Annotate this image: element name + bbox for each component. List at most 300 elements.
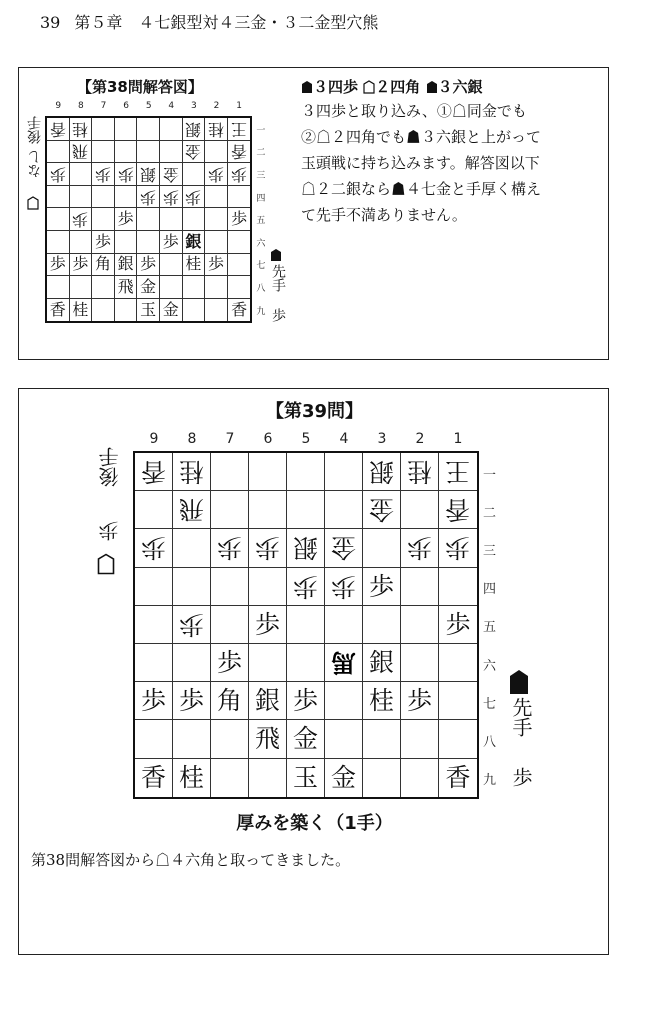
board-square [115, 208, 138, 231]
file-label: 3 [377, 431, 387, 447]
file-label: 8 [187, 431, 197, 447]
gote-piece: 銀 [368, 457, 394, 487]
sente-piece: 玉 [292, 763, 318, 793]
board-square [205, 299, 228, 322]
page-header [40, 10, 378, 33]
board-square [160, 231, 183, 254]
sente-hand [507, 697, 536, 787]
board-square [160, 186, 183, 209]
sente-piece: 歩 [207, 254, 224, 274]
board-square [325, 529, 363, 567]
board-square [287, 644, 325, 682]
board-square [228, 208, 251, 231]
gote-piece: 歩 [140, 533, 166, 563]
page-number: 39 [40, 13, 61, 32]
board-square [92, 231, 115, 254]
rank-label: 六 [483, 658, 497, 674]
sente-piece: 角 [94, 254, 111, 274]
gote-piece: 歩 [117, 164, 134, 184]
rank-label: 七 [256, 261, 266, 272]
board-square [363, 759, 401, 797]
rank-label: 四 [483, 582, 497, 598]
board-square [439, 682, 477, 720]
gote-piece: 歩 [185, 187, 202, 207]
board-square [228, 163, 251, 186]
board-square [211, 491, 249, 529]
sente-piece: 飛 [254, 724, 280, 754]
board-square [135, 529, 173, 567]
file-label: 8 [78, 101, 84, 111]
gote-piece: 歩 [72, 210, 89, 230]
board-square [325, 759, 363, 797]
board-square [211, 606, 249, 644]
sente-piece: 香 [231, 300, 248, 320]
gote-icon [27, 196, 39, 210]
board-square [401, 529, 439, 567]
board-square [137, 231, 160, 254]
commentary-line: ３四歩と取り込み、①☖同金でも [301, 102, 527, 120]
board-square [363, 720, 401, 758]
board-square [160, 254, 183, 277]
board-square [160, 276, 183, 299]
file-label: 2 [213, 101, 220, 111]
file-label: 5 [301, 431, 311, 447]
board-square [205, 276, 228, 299]
gote-piece: 金 [185, 142, 202, 162]
board-square [287, 568, 325, 606]
board-square [70, 231, 93, 254]
board-square [137, 208, 160, 231]
board-square [47, 118, 70, 141]
board-square [173, 606, 211, 644]
board-square [211, 453, 249, 491]
board-square [70, 163, 93, 186]
board-square [287, 453, 325, 491]
board-square [363, 529, 401, 567]
gote-piece: 金 [330, 533, 356, 563]
board-square [135, 644, 173, 682]
rank-label: 一 [256, 125, 266, 136]
board-square [183, 118, 206, 141]
board-square [92, 118, 115, 141]
board-square [249, 453, 287, 491]
board-square [205, 118, 228, 141]
problem-box [18, 388, 609, 955]
gote-piece: 王 [445, 457, 471, 487]
sente-piece: 歩 [445, 609, 471, 639]
sente-piece: 角 [216, 686, 242, 716]
gote-piece: 金 [368, 495, 394, 525]
file-label: 7 [225, 431, 235, 447]
board-square [205, 208, 228, 231]
board-square [47, 208, 70, 231]
commentary-line: 玉頭戦に持ち込みます。解答図以下 [301, 154, 540, 172]
sente-hand-pieces: 歩 [509, 767, 533, 787]
board-square [363, 568, 401, 606]
board-square [228, 254, 251, 277]
board-square [137, 186, 160, 209]
gote-hand-label: 後手 [98, 447, 122, 487]
board-square [137, 299, 160, 322]
answer-moves [301, 76, 483, 97]
gote-piece: 飛 [178, 495, 204, 525]
gote-piece: 馬 [330, 648, 356, 678]
board-square [92, 186, 115, 209]
board-square [325, 568, 363, 606]
board-square [401, 491, 439, 529]
gote-piece: 銀 [140, 164, 157, 184]
board-square [205, 141, 228, 164]
sente-piece: 香 [49, 300, 66, 320]
board-square [137, 276, 160, 299]
gote-piece: 歩 [162, 187, 179, 207]
board-square [287, 720, 325, 758]
board-square [135, 759, 173, 797]
board-square [287, 529, 325, 567]
board-square [160, 118, 183, 141]
board-square [70, 299, 93, 322]
rank-label: 五 [256, 216, 266, 227]
gote-icon [97, 553, 115, 575]
board-square [183, 276, 206, 299]
file-label: 4 [339, 431, 349, 447]
sente-icon [509, 669, 529, 695]
board-square [287, 759, 325, 797]
answer-board [45, 116, 252, 323]
board-square [70, 208, 93, 231]
board-square [401, 682, 439, 720]
board-square [47, 186, 70, 209]
board-square [115, 276, 138, 299]
board-square [137, 141, 160, 164]
sente-piece: 歩 [140, 254, 157, 274]
board-square [211, 682, 249, 720]
gote-piece: 王 [231, 119, 248, 139]
gote-piece: 歩 [254, 533, 280, 563]
rank-label: 三 [483, 544, 497, 559]
board-square [70, 276, 93, 299]
board-square [70, 254, 93, 277]
gote-piece: 歩 [178, 609, 204, 639]
board-square [70, 186, 93, 209]
sente-piece: 歩 [292, 686, 318, 716]
board-square [211, 644, 249, 682]
board-square [173, 491, 211, 529]
board-square [135, 568, 173, 606]
problem-description: 第38問解答図から☖４六角と取ってきました。 [31, 851, 351, 869]
gote-piece: 香 [49, 119, 66, 139]
sente-piece: 歩 [178, 686, 204, 716]
sente-piece: 桂 [368, 686, 394, 716]
sente-piece: 桂 [72, 300, 89, 320]
answer-commentary [301, 98, 601, 228]
board-square [249, 644, 287, 682]
board-square [439, 759, 477, 797]
sente-piece: 金 [140, 276, 157, 296]
board-square [249, 682, 287, 720]
board-square [47, 163, 70, 186]
board-square [439, 529, 477, 567]
board-square [135, 682, 173, 720]
problem-title: 厚みを築く（1手） [236, 813, 393, 834]
board-square [92, 254, 115, 277]
board-square [183, 141, 206, 164]
board-square [401, 644, 439, 682]
file-label: 3 [191, 101, 197, 111]
board-square [363, 606, 401, 644]
board-square [249, 606, 287, 644]
sente-piece: 香 [140, 763, 166, 793]
board-square [211, 529, 249, 567]
board-square [137, 163, 160, 186]
sente-piece: 歩 [231, 209, 248, 229]
gote-piece: 銀 [292, 533, 318, 563]
board-square [173, 568, 211, 606]
gote-piece: 香 [445, 495, 471, 525]
board-square [92, 276, 115, 299]
board-square [205, 254, 228, 277]
file-label: 1 [236, 101, 242, 111]
board-square [137, 118, 160, 141]
board-square [363, 491, 401, 529]
rank-label: 二 [483, 505, 497, 521]
board-square [287, 491, 325, 529]
rank-label: 三 [256, 171, 266, 181]
board-square [401, 759, 439, 797]
gote-piece: 香 [231, 142, 248, 162]
sente-piece: 歩 [254, 609, 280, 639]
board-square [249, 529, 287, 567]
commentary-line: ☖２二銀なら☗４七金と手厚く構え [301, 180, 542, 198]
board-square [70, 141, 93, 164]
sente-piece: 歩 [216, 648, 242, 678]
board-square [173, 720, 211, 758]
sente-hand-label: 先手 [270, 264, 286, 292]
commentary-line: て先手不満ありません。 [301, 206, 467, 224]
file-label: 4 [168, 101, 175, 111]
sente-icon [270, 248, 282, 262]
sente-hand-pieces: 歩 [270, 308, 286, 322]
board-square [183, 208, 206, 231]
answer-move-1: ３四歩 [313, 78, 359, 96]
gote-piece: 歩 [330, 571, 356, 601]
board-square [160, 141, 183, 164]
board-square [135, 720, 173, 758]
gote-piece: 歩 [140, 187, 157, 207]
board-square [228, 186, 251, 209]
file-label: 7 [100, 101, 107, 111]
board-square [47, 254, 70, 277]
problem-board [133, 451, 479, 799]
board-square [135, 453, 173, 491]
sente-piece: 金 [330, 763, 356, 793]
board-square [183, 231, 206, 254]
sente-piece: 歩 [117, 209, 134, 229]
gote-piece: 歩 [49, 164, 66, 184]
gote-hand-pieces: なし [27, 150, 43, 178]
board-square [228, 299, 251, 322]
board-square [183, 299, 206, 322]
board-square [325, 720, 363, 758]
sente-piece: 銀 [117, 254, 134, 274]
board-square [211, 759, 249, 797]
board-square [173, 453, 211, 491]
board-square [137, 254, 160, 277]
file-label: 6 [123, 101, 129, 111]
board-square [70, 118, 93, 141]
board-square [115, 163, 138, 186]
rank-label: 五 [483, 620, 497, 636]
sente-piece: 銀 [368, 648, 394, 678]
file-label: 9 [55, 101, 62, 111]
sente-piece: 歩 [49, 254, 66, 274]
rank-label: 一 [483, 467, 497, 483]
sente-piece: 桂 [178, 763, 204, 793]
sente-piece: 銀 [254, 686, 280, 716]
board-square [287, 606, 325, 644]
sente-piece: 歩 [368, 571, 394, 601]
board-square [325, 682, 363, 720]
gote-piece: 歩 [231, 164, 248, 184]
board-square [249, 759, 287, 797]
gote-piece: 歩 [445, 533, 471, 563]
gote-piece: 歩 [406, 533, 432, 563]
rank-label: 九 [483, 773, 497, 789]
board-square [363, 453, 401, 491]
board-square [183, 163, 206, 186]
problem-header: 【第39問】 [265, 401, 364, 422]
gote-hand [25, 116, 45, 178]
board-square [228, 118, 251, 141]
board-square [439, 568, 477, 606]
board-square [47, 231, 70, 254]
rank-label: 七 [483, 696, 497, 712]
board-square [439, 606, 477, 644]
board-square [173, 682, 211, 720]
gote-piece: 歩 [292, 571, 318, 601]
board-square [249, 568, 287, 606]
board-square [160, 163, 183, 186]
gote-piece: 桂 [178, 457, 204, 487]
board-square [325, 453, 363, 491]
board-square [115, 186, 138, 209]
answer-move-3: ３六銀 [437, 78, 483, 96]
sente-piece: 玉 [140, 300, 157, 320]
board-square [325, 491, 363, 529]
sente-hand [268, 264, 288, 322]
board-square [401, 568, 439, 606]
rank-label: 四 [256, 193, 266, 204]
chapter-title: 第５章 ４七銀型対４三金・３二金型穴熊 [74, 13, 379, 32]
board-square [287, 682, 325, 720]
board-square [325, 606, 363, 644]
board-square [228, 276, 251, 299]
board-square [115, 231, 138, 254]
board-square [92, 163, 115, 186]
sente-hand-label: 先手 [509, 697, 533, 737]
board-square [183, 254, 206, 277]
board-square [173, 759, 211, 797]
board-square [135, 606, 173, 644]
board-square [401, 453, 439, 491]
board-square [211, 568, 249, 606]
gote-hand [95, 447, 124, 541]
board-square [115, 141, 138, 164]
sente-piece: 銀 [185, 231, 202, 251]
board-square [249, 491, 287, 529]
board-square [92, 208, 115, 231]
board-square [115, 254, 138, 277]
gote-piece: 桂 [406, 457, 432, 487]
gote-piece: 歩 [216, 533, 242, 563]
file-label: 1 [453, 431, 463, 447]
board-square [205, 186, 228, 209]
sente-piece: 金 [292, 724, 318, 754]
file-label: 2 [415, 431, 425, 447]
board-square [211, 720, 249, 758]
rank-label: 九 [256, 306, 266, 317]
gote-piece: 飛 [72, 142, 89, 162]
board-square [173, 529, 211, 567]
sente-piece: 香 [445, 763, 471, 793]
board-square [401, 606, 439, 644]
board-square [205, 231, 228, 254]
file-label: 6 [263, 431, 273, 447]
board-square [160, 208, 183, 231]
gote-piece: 香 [140, 457, 166, 487]
sente-piece: 桂 [185, 254, 202, 274]
gote-piece: 銀 [185, 119, 202, 139]
board-square [47, 141, 70, 164]
board-square [363, 682, 401, 720]
sente-piece: 金 [162, 300, 179, 320]
board-square [401, 720, 439, 758]
gote-piece: 桂 [207, 119, 224, 139]
board-square [439, 453, 477, 491]
gote-piece: 歩 [207, 164, 224, 184]
board-square [363, 644, 401, 682]
board-square [228, 141, 251, 164]
board-square [92, 299, 115, 322]
gote-hand-label: 後手 [27, 116, 43, 144]
board-square [47, 276, 70, 299]
sente-piece: 歩 [140, 686, 166, 716]
board-square [228, 231, 251, 254]
rank-label: 六 [256, 238, 266, 249]
gote-piece: 桂 [72, 119, 89, 139]
sente-piece: 歩 [406, 686, 432, 716]
answer-title: 【第38問解答図】 [77, 78, 203, 96]
gote-piece: 金 [162, 164, 179, 184]
board-square [249, 720, 287, 758]
board-square [115, 299, 138, 322]
file-label: 9 [149, 431, 159, 447]
file-label: 5 [145, 101, 152, 111]
board-square [115, 118, 138, 141]
sente-piece: 飛 [117, 276, 134, 296]
sente-piece: 歩 [94, 231, 111, 251]
board-square [92, 141, 115, 164]
answer-diagram-box [18, 67, 609, 360]
rank-label: 二 [256, 148, 266, 159]
gote-hand-pieces: 歩 [98, 521, 122, 541]
board-square [439, 720, 477, 758]
answer-move-2: ２四角 [375, 78, 421, 96]
board-square [160, 299, 183, 322]
board-square [183, 186, 206, 209]
rank-label: 八 [483, 735, 497, 750]
rank-label: 八 [256, 284, 266, 294]
